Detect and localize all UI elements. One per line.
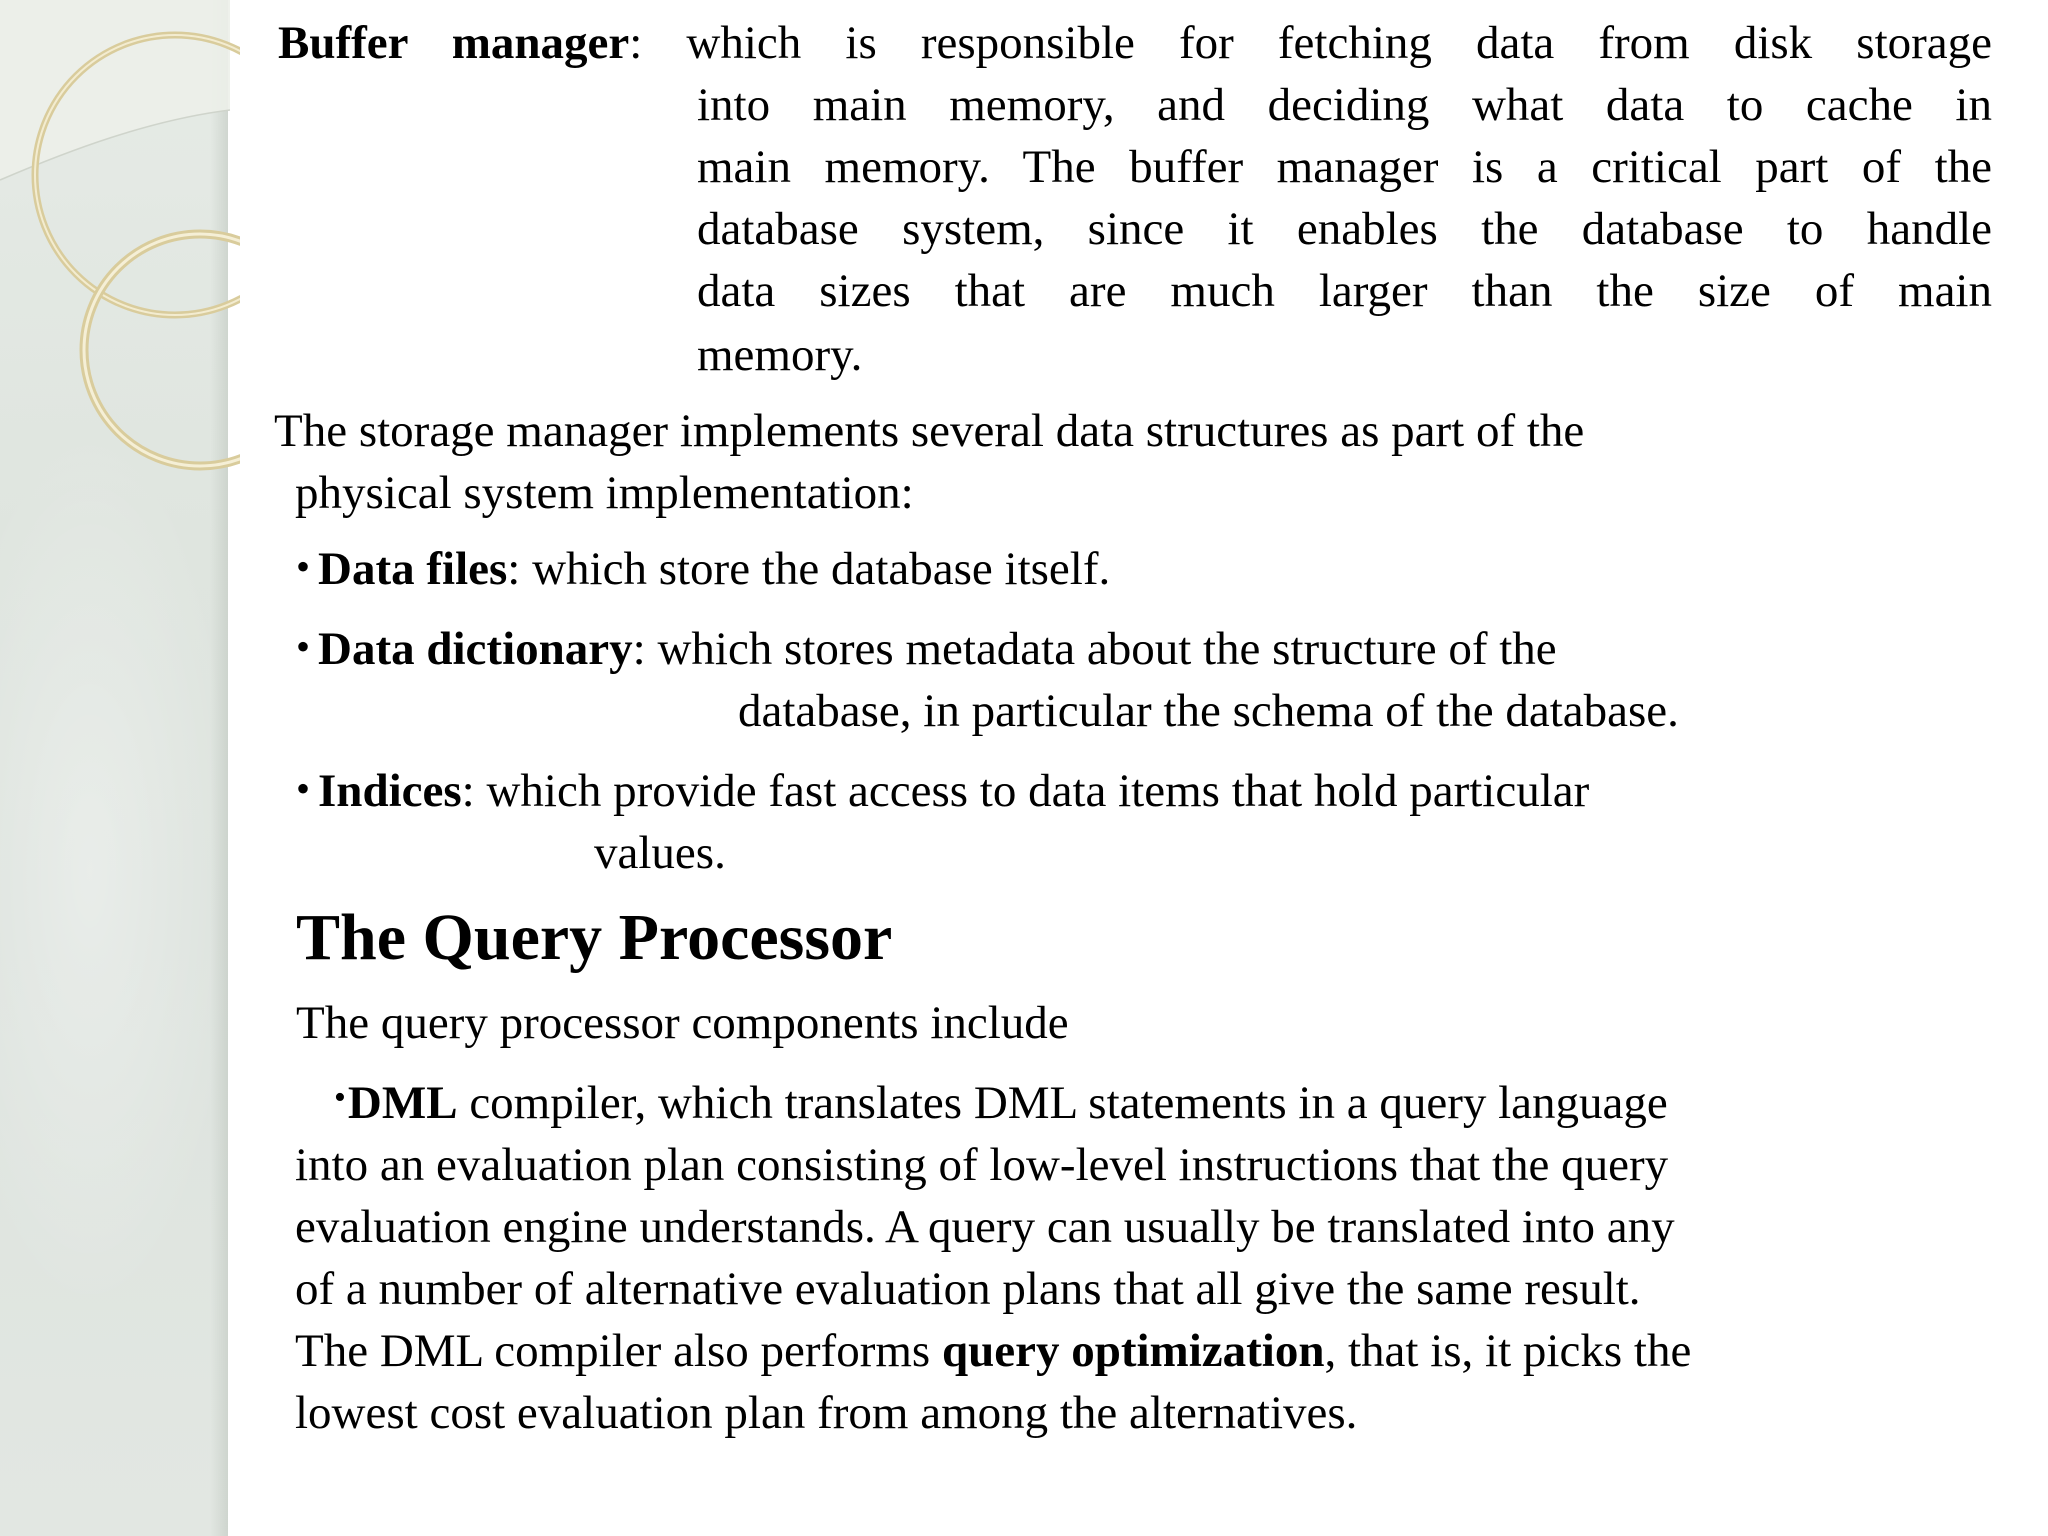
dml-line-6: lowest cost evaluation plan from among the alternatives. xyxy=(295,1387,1358,1439)
bullet-icon: • xyxy=(334,1079,346,1116)
dml-line-4: of a number of alternative evaluation plans that all give the same result. xyxy=(295,1263,1641,1315)
bullet-icon: • xyxy=(296,544,311,589)
section-heading: The Query Processor xyxy=(296,901,893,974)
storage-intro-line-1: The storage manager implements several data structures as part of the xyxy=(274,405,1585,457)
data-dictionary-continuation: database, in particular the schema of the database. xyxy=(738,685,1679,737)
dml-line-3: evaluation engine understands. A query can usually be translated into any xyxy=(295,1201,1675,1253)
list-item-indices xyxy=(296,765,1590,817)
dml-line-2: into an evaluation plan consisting of low-level instructions that the query xyxy=(295,1139,1669,1191)
list-item-data-dictionary xyxy=(296,623,1557,675)
dml-line-5 xyxy=(295,1325,1692,1377)
indices-text: : which provide fast access to data items that hold particular xyxy=(461,765,1590,817)
dml-text-5-pre: The DML compiler also performs xyxy=(295,1325,942,1377)
buffer-manager-line-4: database system, since it enables the database to handle xyxy=(697,203,1992,255)
buffer-manager-term: Buffer manager xyxy=(278,17,630,69)
buffer-manager-line-2: into main memory, and deciding what data to cache in xyxy=(697,79,1992,131)
query-processor-intro: The query processor components include xyxy=(296,997,1069,1049)
dml-text-1: compiler, which translates DML statements in a query language xyxy=(457,1077,1668,1129)
storage-intro-line-2: physical system implementation: xyxy=(295,467,914,519)
indices-continuation: values. xyxy=(594,827,726,879)
buffer-manager-lead: : which is responsible for fetching data from disk storage xyxy=(629,17,1992,69)
dml-text-5-post: , that is, it picks the xyxy=(1324,1325,1692,1377)
buffer-manager-line-6: memory. xyxy=(697,329,863,381)
query-optimization-term: query optimization xyxy=(941,1325,1325,1377)
data-files-term: Data files xyxy=(318,543,508,595)
data-dictionary-text: : which stores metadata about the structure of the xyxy=(632,623,1557,675)
dml-term: DML xyxy=(347,1077,458,1129)
bullet-icon: • xyxy=(296,766,311,811)
bullet-icon: • xyxy=(296,624,311,669)
list-item-data-files xyxy=(296,543,1111,595)
indices-term: Indices xyxy=(318,765,462,817)
data-files-text: : which store the database itself. xyxy=(507,543,1111,595)
buffer-manager-line-3: main memory. The buffer manager is a critical part of the xyxy=(697,141,1992,193)
buffer-manager-line-5: data sizes that are much larger than the size of main xyxy=(697,265,1992,317)
dml-line-1 xyxy=(334,1077,1668,1129)
buffer-manager-first-line xyxy=(278,12,1992,74)
data-dictionary-term: Data dictionary xyxy=(318,623,633,675)
